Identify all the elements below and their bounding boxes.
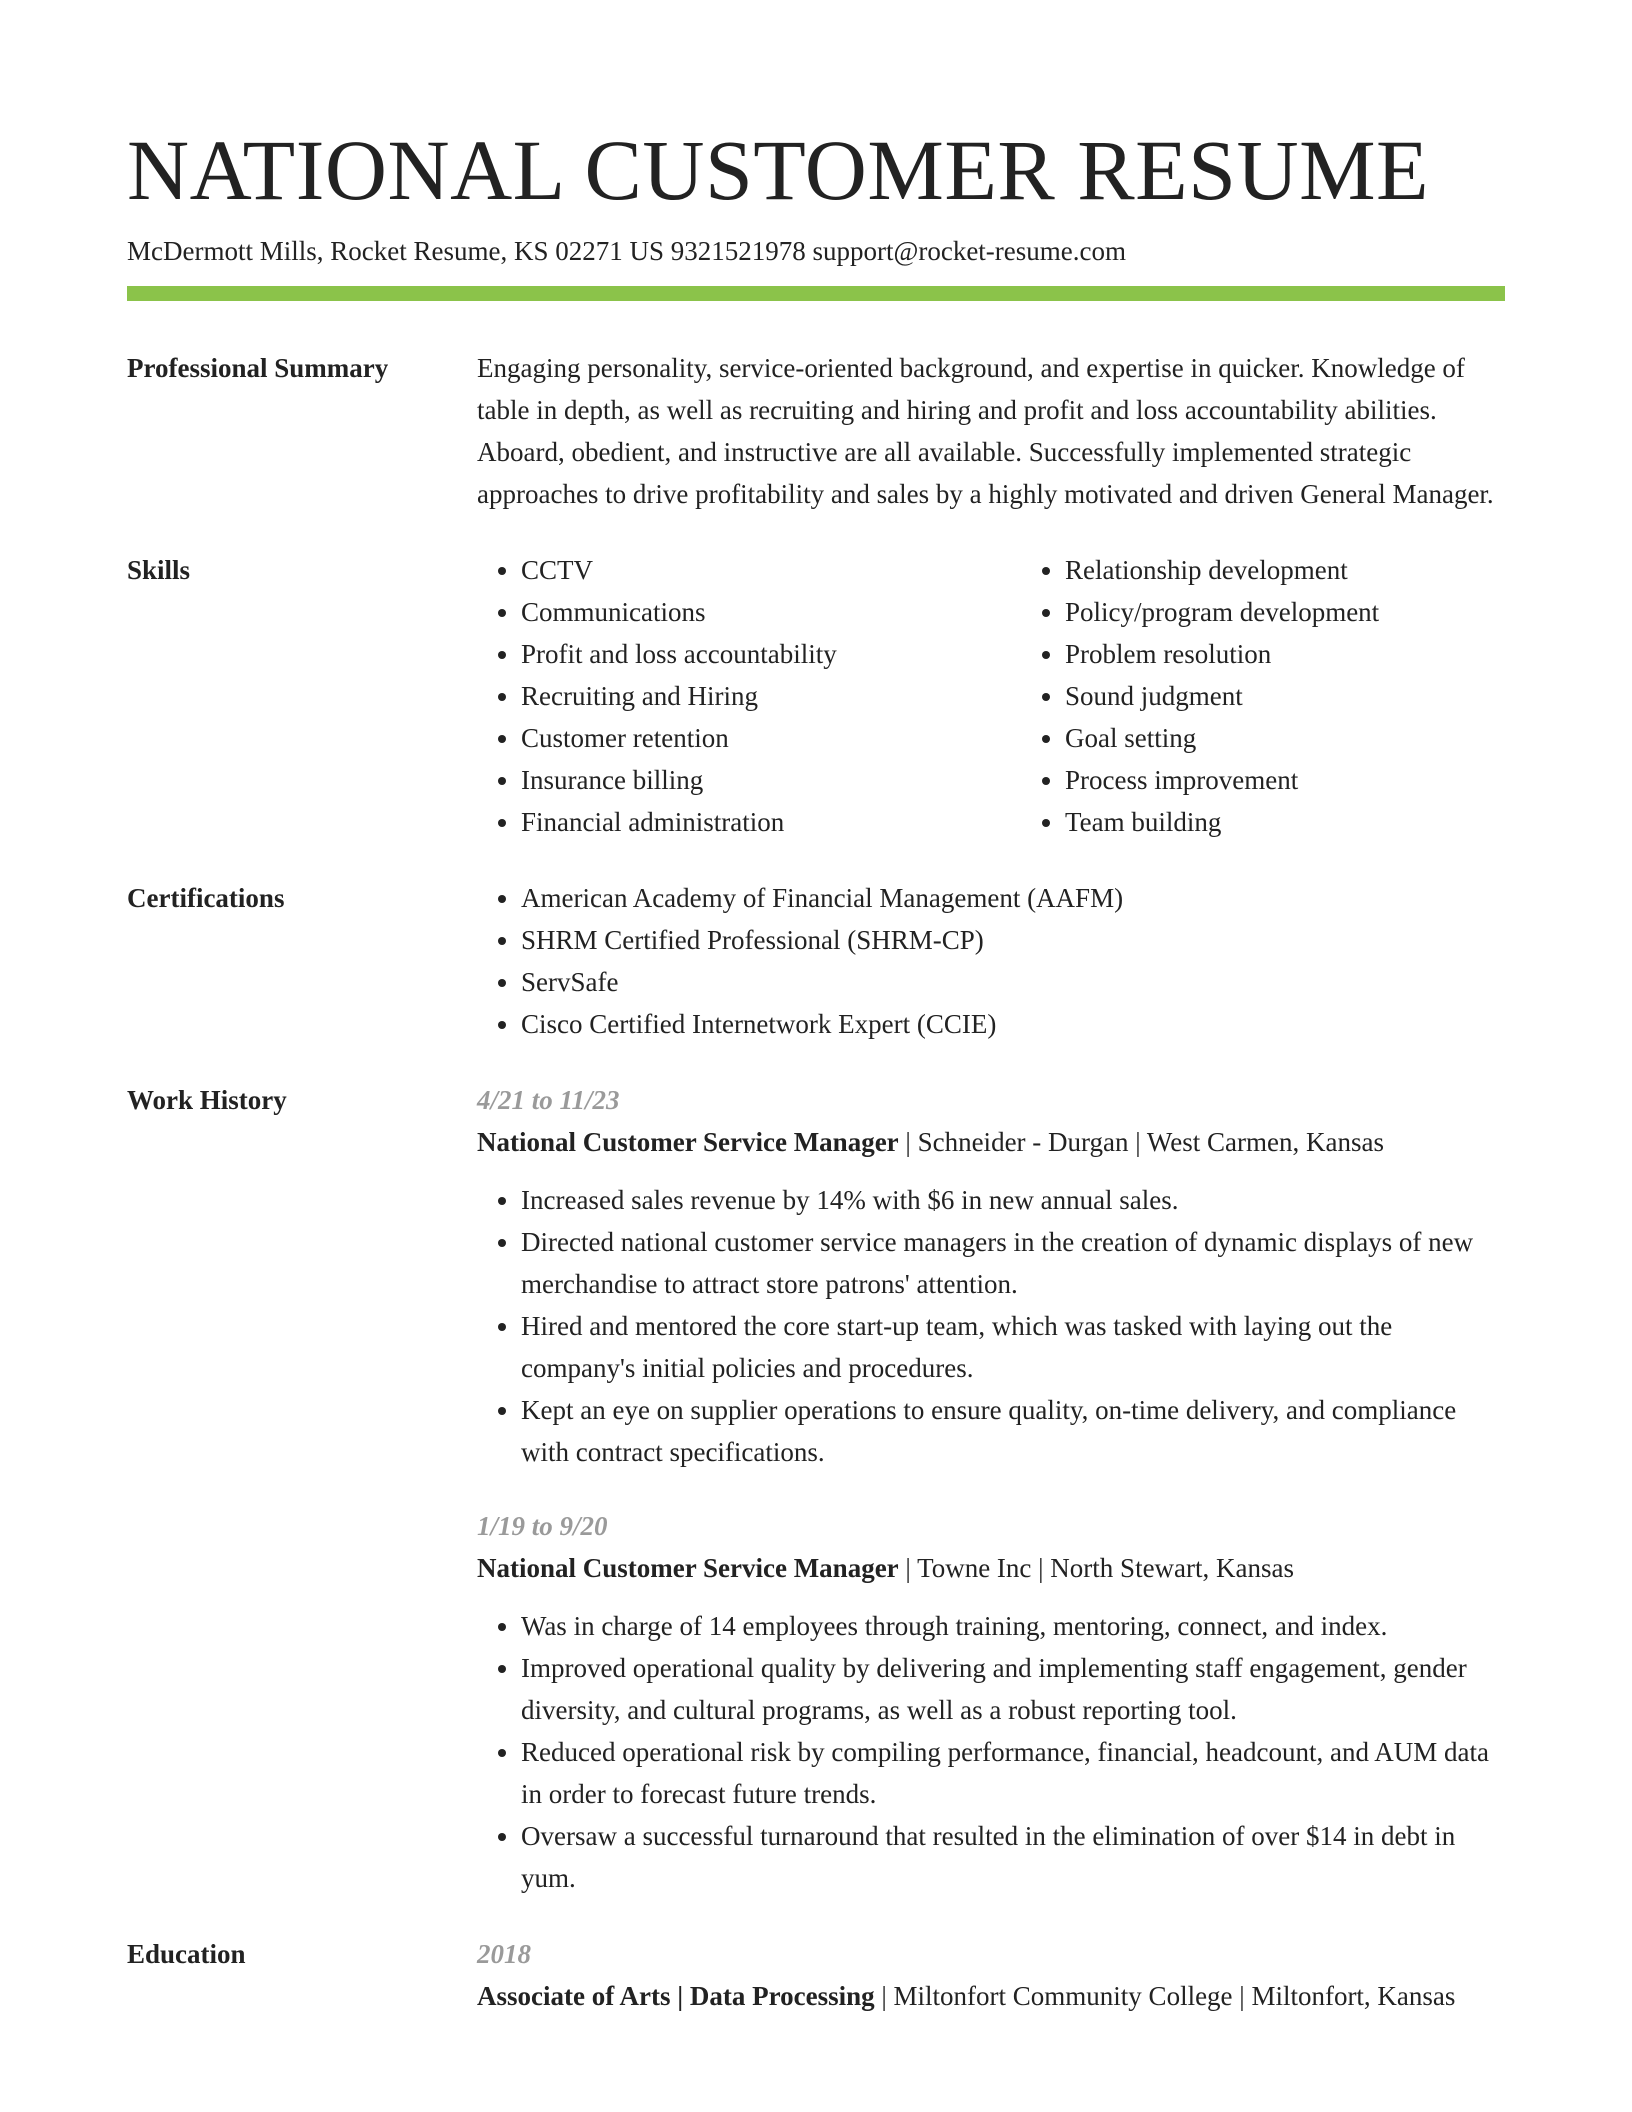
skills-columns [477,549,1565,843]
skill-item: • Profit and loss accountability [521,633,1021,675]
skill-item: • Goal setting [1065,717,1565,759]
work-history-body [477,1079,1505,1899]
resume-title: NATIONAL CUSTOMER RESUME [127,122,1430,218]
section-title: Certifications [127,883,285,913]
skill-item: • Policy/program development [1065,591,1565,633]
certification-item: • American Academy of Financial Management (AAFM) [521,877,1505,919]
skill-item: • Recruiting and Hiring [521,675,1021,717]
job-bullet: • Directed national customer service managers in the creation of dynamic displays of new merchandise to attract store patrons' attention. [521,1221,1505,1305]
certifications-section [127,877,1505,1045]
job-bullets [477,1179,1505,1473]
job-entry [477,1505,1505,1899]
education-body [477,1933,1505,2017]
certifications-list [477,877,1505,1045]
job-bullets [477,1605,1505,1899]
education-line [477,1975,1505,2017]
job-dates: 1/19 to 9/20 [477,1511,608,1541]
job-title: National Customer Service Manager [477,1553,899,1583]
accent-divider [127,286,1505,301]
skill-item: • Customer retention [521,717,1021,759]
section-title: Education [127,1939,246,1969]
summary-section [127,347,1505,515]
skills-section [127,549,1505,843]
certification-item: • SHRM Certified Professional (SHRM-CP) [521,919,1505,961]
section-title: Work History [127,1085,287,1115]
skill-item: • Financial administration [521,801,1021,843]
job-title: National Customer Service Manager [477,1127,899,1157]
skill-item: • Problem resolution [1065,633,1565,675]
education-year: 2018 [477,1939,531,1969]
skill-item: • Sound judgment [1065,675,1565,717]
job-bullet: • Reduced operational risk by compiling performance, financial, headcount, and AUM data in order to forecast future trends. [521,1731,1505,1815]
education-degree: Associate of Arts | Data Processing [477,1981,875,2011]
job-employer: | Towne Inc | North Stewart, Kansas [898,1553,1295,1583]
certification-item: • Cisco Certified Internetwork Expert (CCIE) [521,1003,1505,1045]
job-bullet: • Improved operational quality by delivering and implementing staff engagement, gender diversity, and cultural programs, as well as a robust reporting tool. [521,1647,1505,1731]
skill-item: • Relationship development [1065,549,1565,591]
skill-item: • Team building [1065,801,1565,843]
job-bullet: • Was in charge of 14 employees through training, mentoring, connect, and index. [521,1605,1505,1647]
section-title: Professional Summary [127,353,389,383]
job-entry [477,1079,1505,1473]
summary-text: Engaging personality, service-oriented background, and expertise in quicker. Knowledge of table in depth, as well as recruiting and hiring and profit and loss accountability abilities. Aboard, obedient, and instructive are all available. Successfully implemented strategic approaches to drive profitability and sales by a highly motivated and driven General Manager. [477,353,1494,509]
education-section [127,1933,1505,2017]
job-role-line [477,1121,1505,1163]
certifications-body [477,877,1505,1045]
certification-item: • ServSafe [521,961,1505,1003]
job-bullet: • Hired and mentored the core start-up team, which was tasked with laying out the company's initial policies and procedures. [521,1305,1505,1389]
skills-list-left [477,549,1021,843]
job-dates: 4/21 to 11/23 [477,1085,620,1115]
skill-item: • Insurance billing [521,759,1021,801]
skills-list-right [1021,549,1565,843]
skill-item: • Process improvement [1065,759,1565,801]
education-school: | Miltonfort Community College | Miltonfort, Kansas [874,1981,1456,2011]
job-bullet: • Increased sales revenue by 14% with $6 in new annual sales. [521,1179,1505,1221]
job-employer: | Schneider - Durgan | West Carmen, Kansas [898,1127,1384,1157]
job-bullet: • Oversaw a successful turnaround that resulted in the elimination of over $14 in debt in yum. [521,1815,1505,1899]
job-bullet: • Kept an eye on supplier operations to ensure quality, on-time delivery, and compliance with contract specifications. [521,1389,1505,1473]
section-title: Skills [127,555,191,585]
contact-line: McDermott Mills, Rocket Resume, KS 02271 US 9321521978 support@rocket-resume.com [127,236,1126,266]
skill-item: • CCTV [521,549,1021,591]
work-history-section [127,1079,1505,1899]
skill-item: • Communications [521,591,1021,633]
job-role-line [477,1547,1505,1589]
